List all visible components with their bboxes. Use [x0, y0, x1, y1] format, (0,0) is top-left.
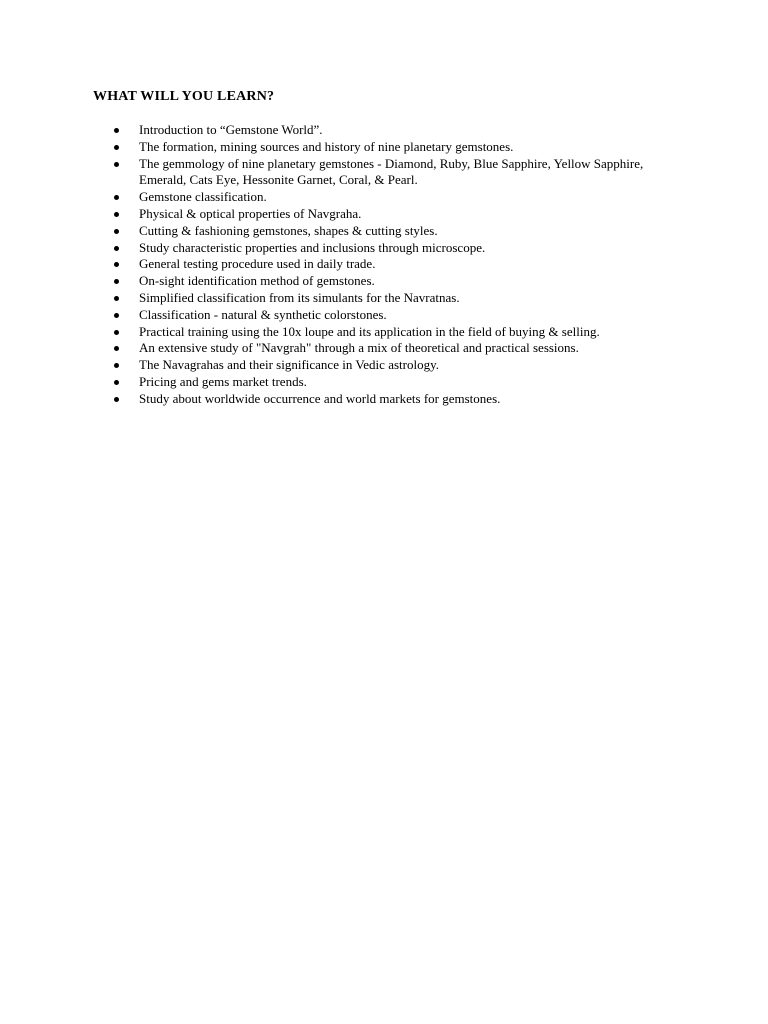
bullet-icon: [114, 330, 119, 335]
learning-outcomes-list: [112, 122, 672, 408]
list-item-text: The gemmology of nine planetary gemstones - Diamond, Ruby, Blue Sapphire, Yellow Sapphire, Emerald, Cats Eye, Hessonite Garnet, Coral, & Pearl.: [139, 155, 644, 188]
bullet-icon: [114, 246, 119, 251]
list-item: [112, 324, 672, 341]
list-item: [112, 206, 672, 223]
list-item: [112, 156, 672, 190]
list-item-text: Introduction to “Gemstone World”.: [139, 122, 323, 137]
list-item-text: Study about worldwide occurrence and world markets for gemstones.: [139, 390, 501, 406]
section-heading: WHAT WILL YOU LEARN?: [93, 89, 275, 104]
bullet-icon: [114, 296, 119, 301]
list-item-text: An extensive study of "Navgrah" through a mix of theoretical and practical sessions.: [139, 340, 579, 356]
list-item-text: Physical & optical properties of Navgraha.: [139, 205, 362, 221]
list-item-text: Study characteristic properties and inclusions through microscope.: [139, 239, 486, 255]
bullet-icon: [114, 363, 119, 368]
list-item: [112, 357, 672, 374]
list-item: [112, 139, 672, 156]
bullet-icon: [114, 313, 119, 318]
list-item-text: Classification - natural & synthetic colorstones.: [139, 306, 387, 322]
list-item-text: On-sight identification method of gemstones.: [139, 273, 375, 289]
bullet-icon: [114, 212, 119, 217]
list-item: [112, 256, 672, 273]
list-item-text: The formation, mining sources and history of nine planetary gemstones.: [139, 138, 514, 154]
list-item-text: Simplified classification from its simulants for the Navratnas.: [139, 289, 460, 305]
list-item-text: Gemstone classification.: [139, 189, 267, 205]
list-item-text: Pricing and gems market trends.: [139, 373, 307, 389]
list-item: [112, 340, 672, 357]
list-item: [112, 122, 672, 139]
bullet-icon: [114, 162, 119, 167]
list-item: [112, 307, 672, 324]
list-item: [112, 290, 672, 307]
list-item-text: The Navagrahas and their significance in Vedic astrology.: [139, 357, 439, 373]
list-item: [112, 273, 672, 290]
bullet-icon: [114, 262, 119, 267]
list-item: [112, 391, 672, 408]
list-item: [112, 240, 672, 257]
bullet-icon: [114, 145, 119, 150]
bullet-icon: [114, 346, 119, 351]
list-item-text: Practical training using the 10x loupe and its application in the field of buying & selling.: [139, 323, 600, 339]
list-item: [112, 374, 672, 391]
bullet-icon: [114, 397, 119, 402]
bullet-icon: [114, 279, 119, 284]
list-item: [112, 223, 672, 240]
bullet-icon: [114, 195, 119, 200]
list-item-text: Cutting & fashioning gemstones, shapes & cutting styles.: [139, 222, 438, 238]
list-item-text: General testing procedure used in daily trade.: [139, 256, 376, 272]
bullet-icon: [114, 380, 119, 385]
bullet-icon: [114, 229, 119, 234]
list-item: [112, 189, 672, 206]
bullet-icon: [114, 128, 119, 133]
